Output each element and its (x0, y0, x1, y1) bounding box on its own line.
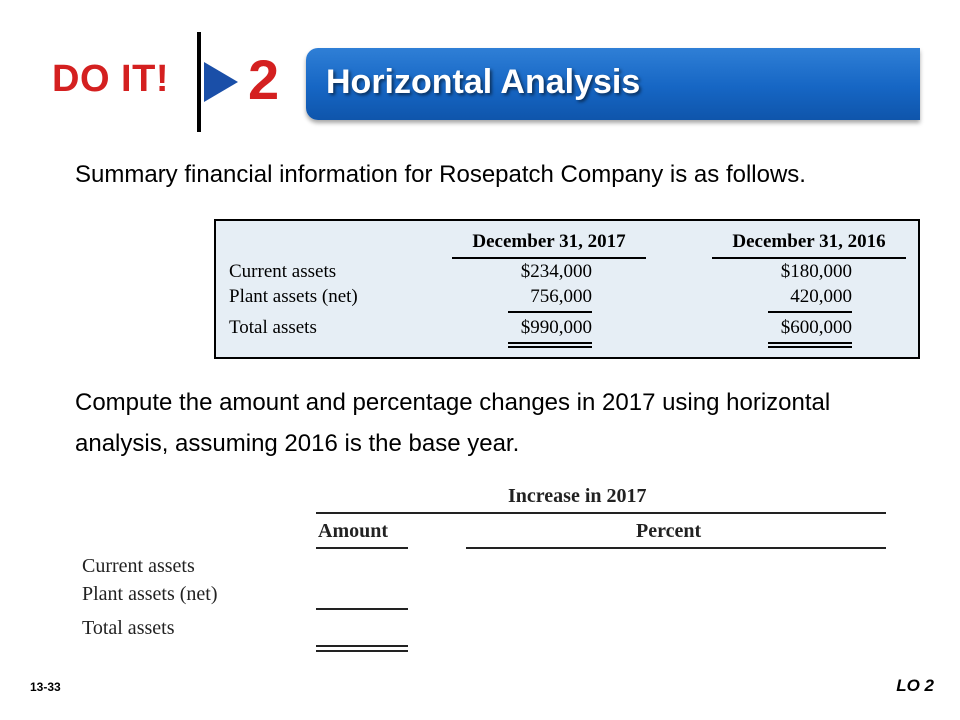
row-label-total-assets: Total assets (82, 617, 175, 639)
amount-subtotal-line (316, 608, 408, 610)
slide-title: Horizontal Analysis (326, 63, 641, 101)
amount-total-double-line (316, 650, 408, 652)
slide-number: 13-33 (30, 680, 61, 694)
subtotal-underline (768, 311, 852, 313)
column-header-2016: December 31, 2016 (732, 231, 886, 252)
learning-objective: LO 2 (896, 676, 934, 695)
header-underline (452, 257, 646, 259)
play-arrow-icon (202, 60, 240, 104)
instruction-paragraph: Compute the amount and percentage changes in 2017 using horizontal analysis, assuming 2016 is the base year. (75, 389, 831, 457)
column-header-2017: December 31, 2017 (472, 231, 626, 252)
percent-header-underline (466, 547, 886, 549)
value-total-2016: $600,000 (780, 317, 852, 338)
total-double-underline (768, 346, 852, 348)
value-current-2016: $180,000 (780, 261, 852, 282)
total-double-underline (768, 342, 852, 344)
column-header-percent: Percent (636, 520, 702, 542)
do-it-label: DO IT! (52, 58, 169, 100)
row-label-plant-assets: Plant assets (net) (82, 583, 218, 605)
financial-summary-table (214, 219, 920, 359)
row-label-current-assets: Current assets (82, 555, 195, 577)
exercise-number: 2 (248, 48, 280, 111)
row-label-total-assets: Total assets (229, 317, 317, 338)
header-underline (712, 257, 906, 259)
value-current-2017: $234,000 (520, 261, 592, 282)
title-underline (316, 512, 886, 514)
intro-paragraph: Summary financial information for Rosepatch Company is as follows. (75, 161, 806, 188)
amount-header-underline (316, 547, 408, 549)
value-plant-2016: 420,000 (790, 286, 852, 307)
column-header-amount: Amount (318, 520, 389, 542)
subtotal-underline (508, 311, 592, 313)
value-total-2017: $990,000 (520, 317, 592, 338)
total-double-underline (508, 342, 592, 344)
total-double-underline (508, 346, 592, 348)
amount-total-double-line (316, 645, 408, 647)
value-plant-2017: 756,000 (530, 286, 592, 307)
title-banner (306, 48, 920, 120)
row-label-plant-assets: Plant assets (net) (229, 286, 358, 307)
row-label-current-assets: Current assets (229, 261, 337, 282)
increase-table-title: Increase in 2017 (508, 485, 647, 507)
header-divider (197, 32, 201, 132)
